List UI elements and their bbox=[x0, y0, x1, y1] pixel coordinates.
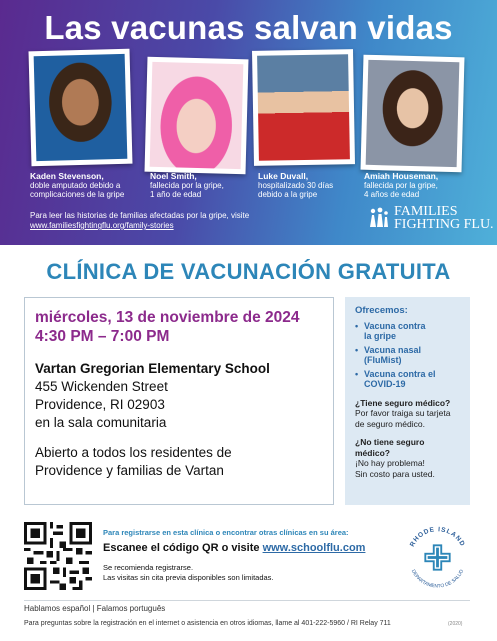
offer-heading: Ofrecemos: bbox=[355, 305, 408, 316]
event-venue bbox=[35, 360, 323, 432]
clinic-title: CLÍNICA DE VACUNACIÓN GRATUITA bbox=[46, 259, 451, 284]
schoolflu-link[interactable]: www.schoolflu.com bbox=[262, 542, 366, 554]
photo-noel bbox=[145, 57, 249, 175]
caption-kaden: Kaden Stevenson, doble amputado debido a complicaciones de la gripe bbox=[30, 171, 125, 199]
list-item: • Vacuna contra la gripe bbox=[355, 321, 460, 342]
list-item: • Vacuna contra el COVID-19 bbox=[355, 369, 460, 390]
registration-cta: Escanee el código QR o visite www.schoolflu.com bbox=[103, 542, 366, 554]
form-code: (2020) bbox=[448, 621, 463, 627]
event-time: 4:30 PM – 7:00 PM bbox=[35, 328, 170, 345]
registration-intro: Para registrarse en esta clínica o encontrar otras clínicas en su área: bbox=[103, 528, 349, 537]
event-date: miércoles, 13 de noviembre de 2024 bbox=[35, 309, 300, 326]
languages-note: Hablamos español | Falamos português bbox=[24, 604, 166, 613]
venue-street: 455 Wickenden Street bbox=[35, 379, 168, 394]
family-stories-note: Para leer las historias de familias afectadas por la gripe, visite www.familiesfightingflu.org/family-stories bbox=[30, 211, 250, 230]
svg-text:DEPARTAMENTO DE SALUD: DEPARTAMENTO DE SALUD bbox=[409, 569, 466, 590]
venue-city: Providence, RI 02903 bbox=[35, 397, 165, 412]
offer-list bbox=[355, 321, 460, 390]
venue-name: Vartan Gregorian Elementary School bbox=[35, 361, 270, 376]
health-cross-icon bbox=[424, 544, 450, 570]
insured-note: ¿Tiene seguro médico? Por favor traiga su tarjeta de seguro médico. bbox=[355, 397, 451, 429]
photo-kaden bbox=[29, 49, 133, 167]
hero-title: Las vacunas salvan vidas bbox=[44, 9, 453, 46]
families-figures-icon bbox=[368, 207, 390, 229]
photo-amiah bbox=[361, 55, 465, 173]
photo-luke bbox=[252, 49, 355, 166]
venue-room: en la sala comunitaria bbox=[35, 415, 167, 430]
registration-info bbox=[103, 528, 393, 583]
hero-banner bbox=[0, 0, 497, 245]
svg-text:RHODE ISLAND: RHODE ISLAND bbox=[408, 526, 467, 549]
eligibility-note: Abierto a todos los residentes de Providence y familias de Vartan bbox=[35, 445, 232, 478]
caption-amiah: Amiah Houseman, fallecida por la gripe, 4 años de edad bbox=[364, 171, 439, 199]
list-item: • Vacuna nasal (FluMist) bbox=[355, 345, 460, 366]
family-stories-link[interactable]: www.familiesfightingflu.org/family-stories bbox=[30, 221, 174, 230]
caption-noel: Noel Smith, fallecida por la gripe, 1 año de edad bbox=[150, 171, 224, 199]
qr-code[interactable] bbox=[24, 522, 92, 590]
footer-divider bbox=[24, 600, 470, 601]
offer-panel bbox=[345, 297, 470, 505]
ri-health-seal bbox=[400, 520, 475, 595]
event-details bbox=[24, 297, 334, 505]
caption-luke: Luke Duvall, hospitalizado 30 días debido a la gripe bbox=[258, 171, 334, 199]
help-line: Para preguntas sobre la registración en el internet o asistencia en otros idiomas, llame al 401-222-5960 / RI Relay 711 bbox=[24, 620, 391, 627]
registration-note: Se recomienda registrarse. Las visitas sin cita previa disponibles son limitadas. bbox=[103, 563, 274, 582]
uninsured-note: ¿No tiene seguro médico? ¡No hay problema! Sin costo para usted. bbox=[355, 437, 435, 479]
families-fighting-flu-logo: FAMILIES FIGHTING FLU. bbox=[368, 205, 494, 231]
